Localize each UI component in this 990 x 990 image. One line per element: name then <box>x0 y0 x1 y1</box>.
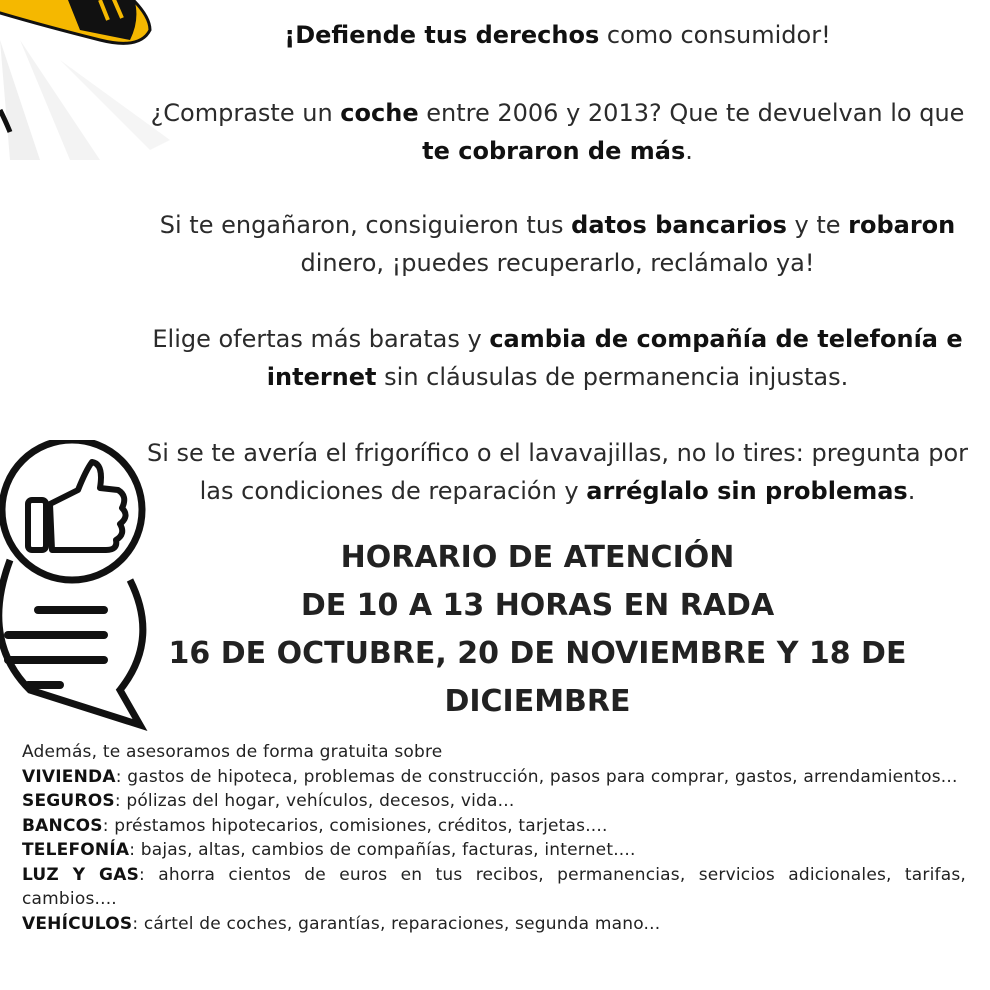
frigo-strong-b: arréglalo sin problemas <box>586 477 908 505</box>
intro-rest: como consumidor! <box>599 21 831 49</box>
intro-strong: ¡Defiende tus derechos <box>284 21 600 49</box>
intro-paragraph <box>140 16 975 54</box>
advice-item-label: BANCOS <box>22 815 103 836</box>
telefonia-strong-b: cambia de compañía de telefonía e internet <box>266 325 963 391</box>
coche-paragraph <box>140 94 975 170</box>
schedule-line-1: HORARIO DE ATENCIÓN <box>340 540 735 575</box>
advice-item-bancos <box>22 814 966 839</box>
banco-text-e: dinero, ¡puedes recuperarlo, reclámalo ya! <box>300 249 815 277</box>
advice-item-telefonia <box>22 838 966 863</box>
advice-item-label: LUZ Y GAS <box>22 864 140 885</box>
telefonia-text-a: Elige ofertas más baratas y <box>152 325 490 353</box>
advice-item-label: TELEFONÍA <box>22 840 130 860</box>
coche-strong-d: te cobraron de más <box>422 137 686 165</box>
schedule-line-3: 16 DE OCTUBRE, 20 DE NOVIEMBRE Y 18 DE <box>168 636 907 671</box>
coche-text-e: . <box>685 137 693 165</box>
advice-section <box>22 740 966 936</box>
advice-item-text: : cártel de coches, garantías, reparaciones, segunda mano... <box>132 913 661 934</box>
schedule-line-2: DE 10 A 13 HORAS EN RADA <box>300 588 775 623</box>
banco-text-c: y te <box>786 211 849 239</box>
banco-text-a: Si te engañaron, consiguieron tus <box>159 211 572 239</box>
advice-intro: Además, te asesoramos de forma gratuita sobre <box>22 742 443 762</box>
advice-item-label: VIVIENDA <box>22 766 116 787</box>
banco-strong-b: datos bancarios <box>571 211 787 239</box>
advice-item-luz-gas <box>22 863 966 912</box>
frigo-text-c: . <box>907 477 916 505</box>
schedule-line-4: DICIEMBRE <box>444 684 631 719</box>
coche-text-c: entre 2006 y 2013? Que te devuelvan lo que <box>418 99 965 127</box>
telefonia-text-c: sin cláusulas de permanencia injustas. <box>376 363 849 391</box>
advice-item-text: : pólizas del hogar, vehículos, decesos, vida... <box>114 791 515 811</box>
advice-item-vehiculos <box>22 912 966 937</box>
coche-strong-b: coche <box>340 99 419 127</box>
telefonia-paragraph <box>140 320 975 396</box>
advice-item-text: : préstamos hipotecarios, comisiones, créditos, tarjetas.... <box>102 815 608 836</box>
schedule-heading <box>150 534 925 726</box>
advice-item-label: VEHÍCULOS <box>22 913 133 934</box>
banco-strong-d: robaron <box>848 211 956 239</box>
frigo-text-a: Si se te avería el frigorífico o el lavavajillas, no lo tires: pregunta por las condiciones de reparación y <box>146 439 969 505</box>
advice-item-seguros <box>22 789 966 814</box>
coche-text-a: ¿Compraste un <box>150 99 341 127</box>
advice-item-text: : bajas, altas, cambios de compañías, facturas, internet.... <box>129 840 636 860</box>
frigo-paragraph <box>140 434 975 510</box>
advice-item-label: SEGUROS <box>22 791 115 811</box>
banco-paragraph <box>140 206 975 282</box>
advice-item-text: : gastos de hipoteca, problemas de construcción, pasos para comprar, gastos, arrendamientos... <box>115 766 958 787</box>
advice-item-vivienda <box>22 765 966 790</box>
advice-item-text: : ahorra cientos de euros en tus recibos, permanencias, servicios adicionales, tarifas, cambios.... <box>22 864 966 909</box>
